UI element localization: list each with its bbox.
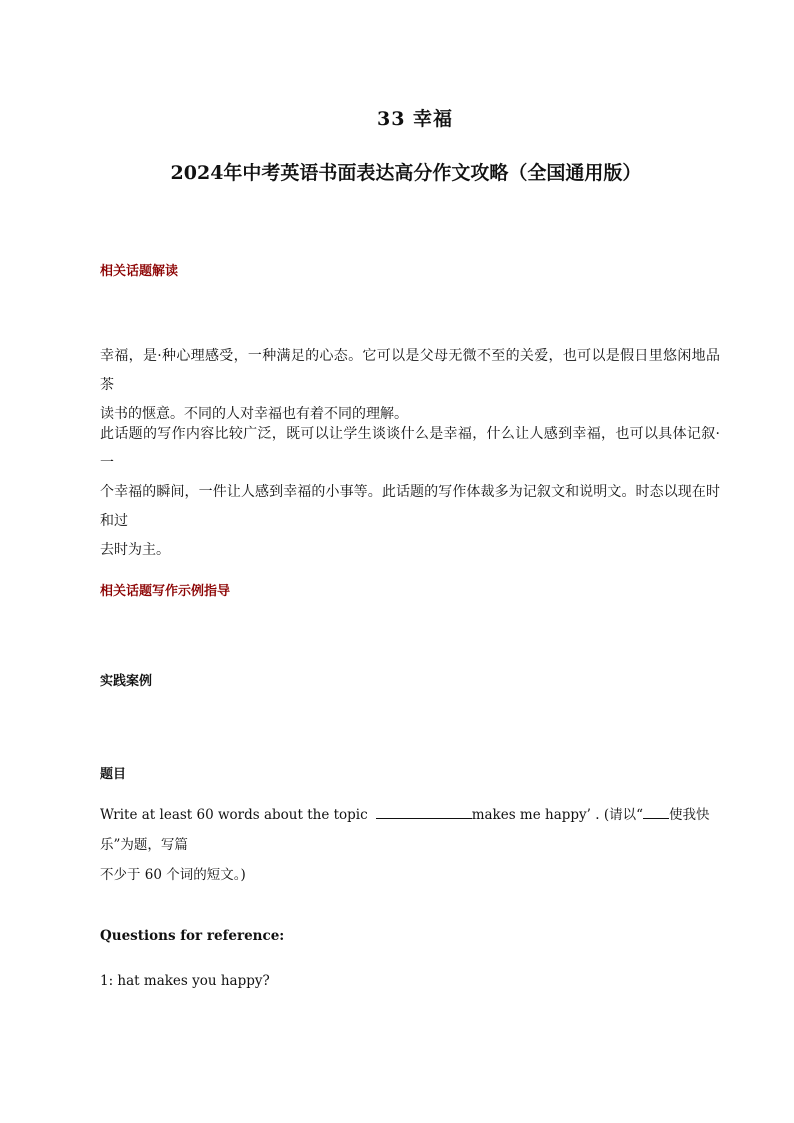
writing-prompt-line2: 不少于 60 个词的短文。): [100, 867, 246, 883]
writing-prompt: [100, 800, 724, 890]
paragraph-writing-scope: [100, 420, 720, 565]
paragraph-line: 此话题的写作内容比较广泛，既可以让学生谈谈什么是幸福，什么让人感到幸福，也可以具体记叙·一: [100, 426, 720, 471]
paragraph-line: 读书的惬意。不同的人对幸福也有着不同的理解。: [100, 406, 408, 422]
paragraph-line: 个幸福的瞬间，一件让人感到幸福的小事等。此话题的写作体裁多为记叙文和说明文。时态以现在时和过: [100, 484, 720, 529]
question-item: 1: hat makes you happy?: [100, 973, 270, 989]
paragraph-happiness-definition: [100, 342, 720, 429]
paragraph-line: 幸福，是·种心理感受，一种满足的心态。它可以是父母无微不至的关爱，也可以是假日里悠闲地品茶: [100, 348, 720, 393]
section-heading-topic-interpretation: 相关话题解读: [100, 264, 179, 279]
prompt-text-part1: Write at least 60 words about the topic: [100, 807, 368, 823]
section-heading-writing-guide: 相关话题写作示例指导: [100, 584, 231, 599]
writing-prompt-line1: [100, 800, 724, 860]
fill-in-blank-line: [376, 806, 472, 819]
practice-case-heading: 实践案例: [100, 674, 153, 689]
document-title: 33 幸福: [376, 108, 454, 130]
paragraph-line: 去时为主。: [100, 542, 170, 558]
fill-in-blank-short: [643, 806, 669, 819]
prompt-text-part3: 使我快乐”为题，写篇: [100, 807, 710, 853]
questions-heading: Questions for reference:: [100, 928, 285, 944]
document-subtitle: 2024年中考英语书面表达高分作文攻略（全国通用版）: [170, 162, 642, 184]
prompt-text-part2: makes me happy’ . (请以“: [471, 807, 643, 823]
topic-heading: 题目: [100, 767, 127, 782]
